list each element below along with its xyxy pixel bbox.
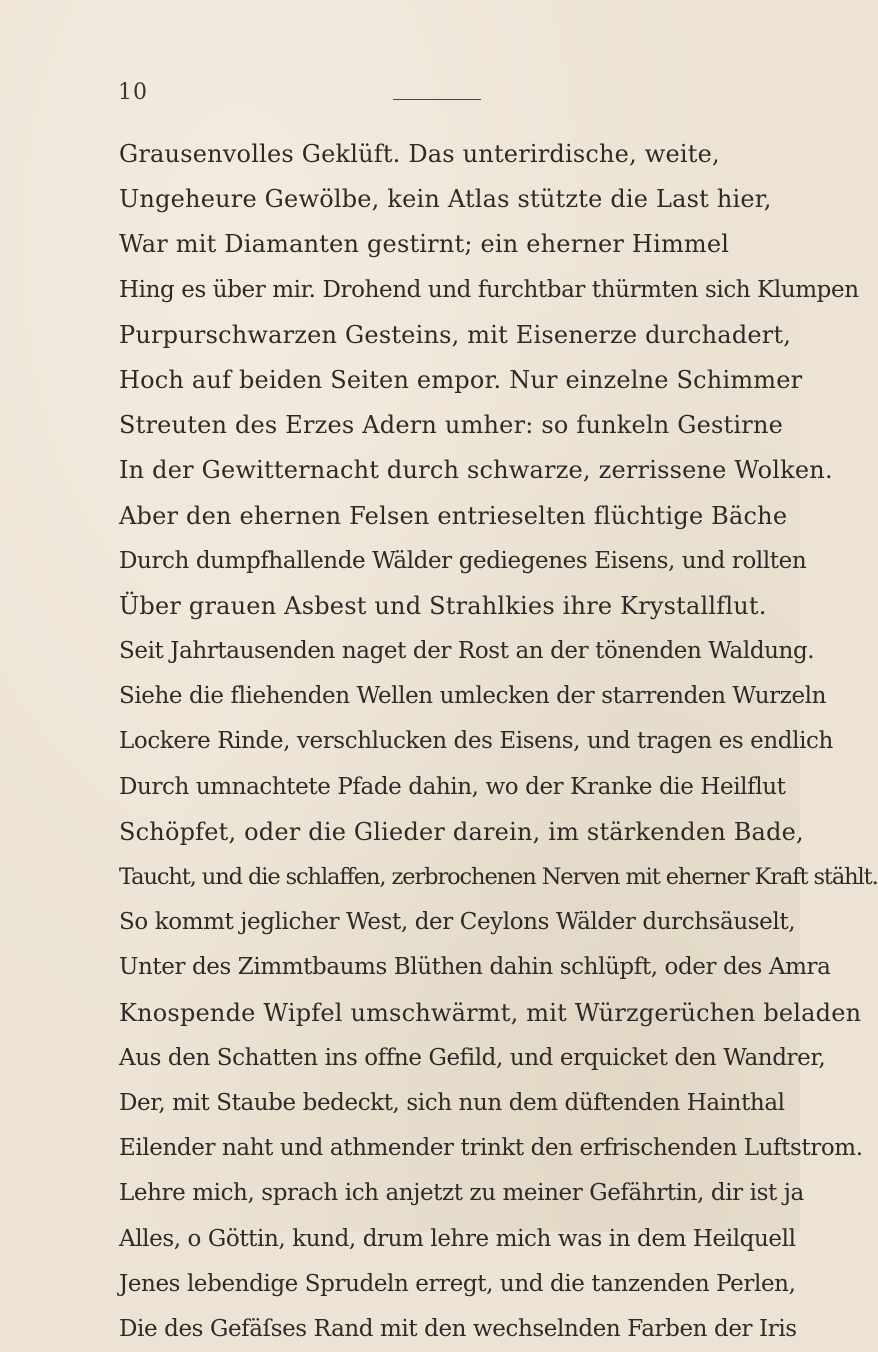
text-line: Aus den Schatten ins offne Gefild, und erquicket den Wandrer, xyxy=(119,1044,826,1071)
text-line: Eilender naht und athmender trinkt den erfrischenden Luftstrom. xyxy=(119,1135,863,1162)
text-line: Über grauen Asbest und Strahlkies ihre Krystallflut. xyxy=(119,591,767,620)
text-line: So kommt jeglicher West, der Ceylons Wälder durchsäuselt, xyxy=(119,909,796,936)
text-line: Aber den ehernen Felsen entrieselten flüchtige Bäche xyxy=(119,501,788,530)
page-number: 10 xyxy=(118,80,148,105)
text-line: Grausenvolles Geklüft. Das unterirdische, weite, xyxy=(119,140,720,168)
text-line: Purpurschwarzen Gesteins, mit Eisenerze durchadert, xyxy=(119,320,792,349)
text-line: Durch umnachtete Pfade dahin, wo der Kranke die Heilflut xyxy=(119,773,786,800)
text-line: Jenes lebendige Sprudeln erregt, und die tanzenden Perlen, xyxy=(119,1270,796,1297)
text-line: Durch dumpfhallende Wälder gediegenes Eisens, und rollten xyxy=(119,547,807,574)
text-line: Hing es über mir. Drohend und furchtbar thürmten sich Klumpen xyxy=(119,276,859,303)
text-line: Ungeheure Gewölbe, kein Atlas stützte die Last hier, xyxy=(119,185,772,214)
text-line: Streuten des Erzes Adern umher: so funkeln Gestirne xyxy=(119,411,784,440)
text-line: Schöpfet, oder die Glieder darein, im stärkenden Bade, xyxy=(119,817,804,846)
text-line: In der Gewitternacht durch schwarze, zerrissene Wolken. xyxy=(119,456,833,485)
poem-text xyxy=(119,132,878,1352)
text-line: War mit Diamanten gestirnt; ein eherner Himmel xyxy=(119,230,730,259)
text-line: Lehre mich, sprach ich anjetzt zu meiner Gefährtin, dir ist ja xyxy=(119,1180,804,1207)
text-line: Siehe die fliehenden Wellen umlecken der starrenden Wurzeln xyxy=(119,683,827,710)
text-line: Hoch auf beiden Seiten empor. Nur einzelne Schimmer xyxy=(119,365,803,394)
text-line: Der, mit Staube bedeckt, sich nun dem düftenden Hainthal xyxy=(119,1089,785,1116)
text-line: Lockere Rinde, verschlucken des Eisens, und tragen es endlich xyxy=(119,728,833,755)
text-line: Die des Gefäſses Rand mit den wechselnden Farben der Iris xyxy=(119,1315,797,1342)
text-line: Unter des Zimmtbaums Blüthen dahin schlüpft, oder des Amra xyxy=(119,954,831,981)
text-line: Alles, o Göttin, kund, drum lehre mich was in dem Heilquell xyxy=(119,1225,796,1252)
header-rule xyxy=(393,99,481,100)
text-line: Knospende Wipfel umschwärmt, mit Würzgerüchen beladen xyxy=(119,998,862,1027)
text-line: Seit Jahrtausenden naget der Rost an der tönenden Waldung. xyxy=(119,638,815,665)
text-line: Taucht, und die schlaffen, zerbrochenen Nerven mit eherner Kraft stählt. xyxy=(119,864,878,890)
